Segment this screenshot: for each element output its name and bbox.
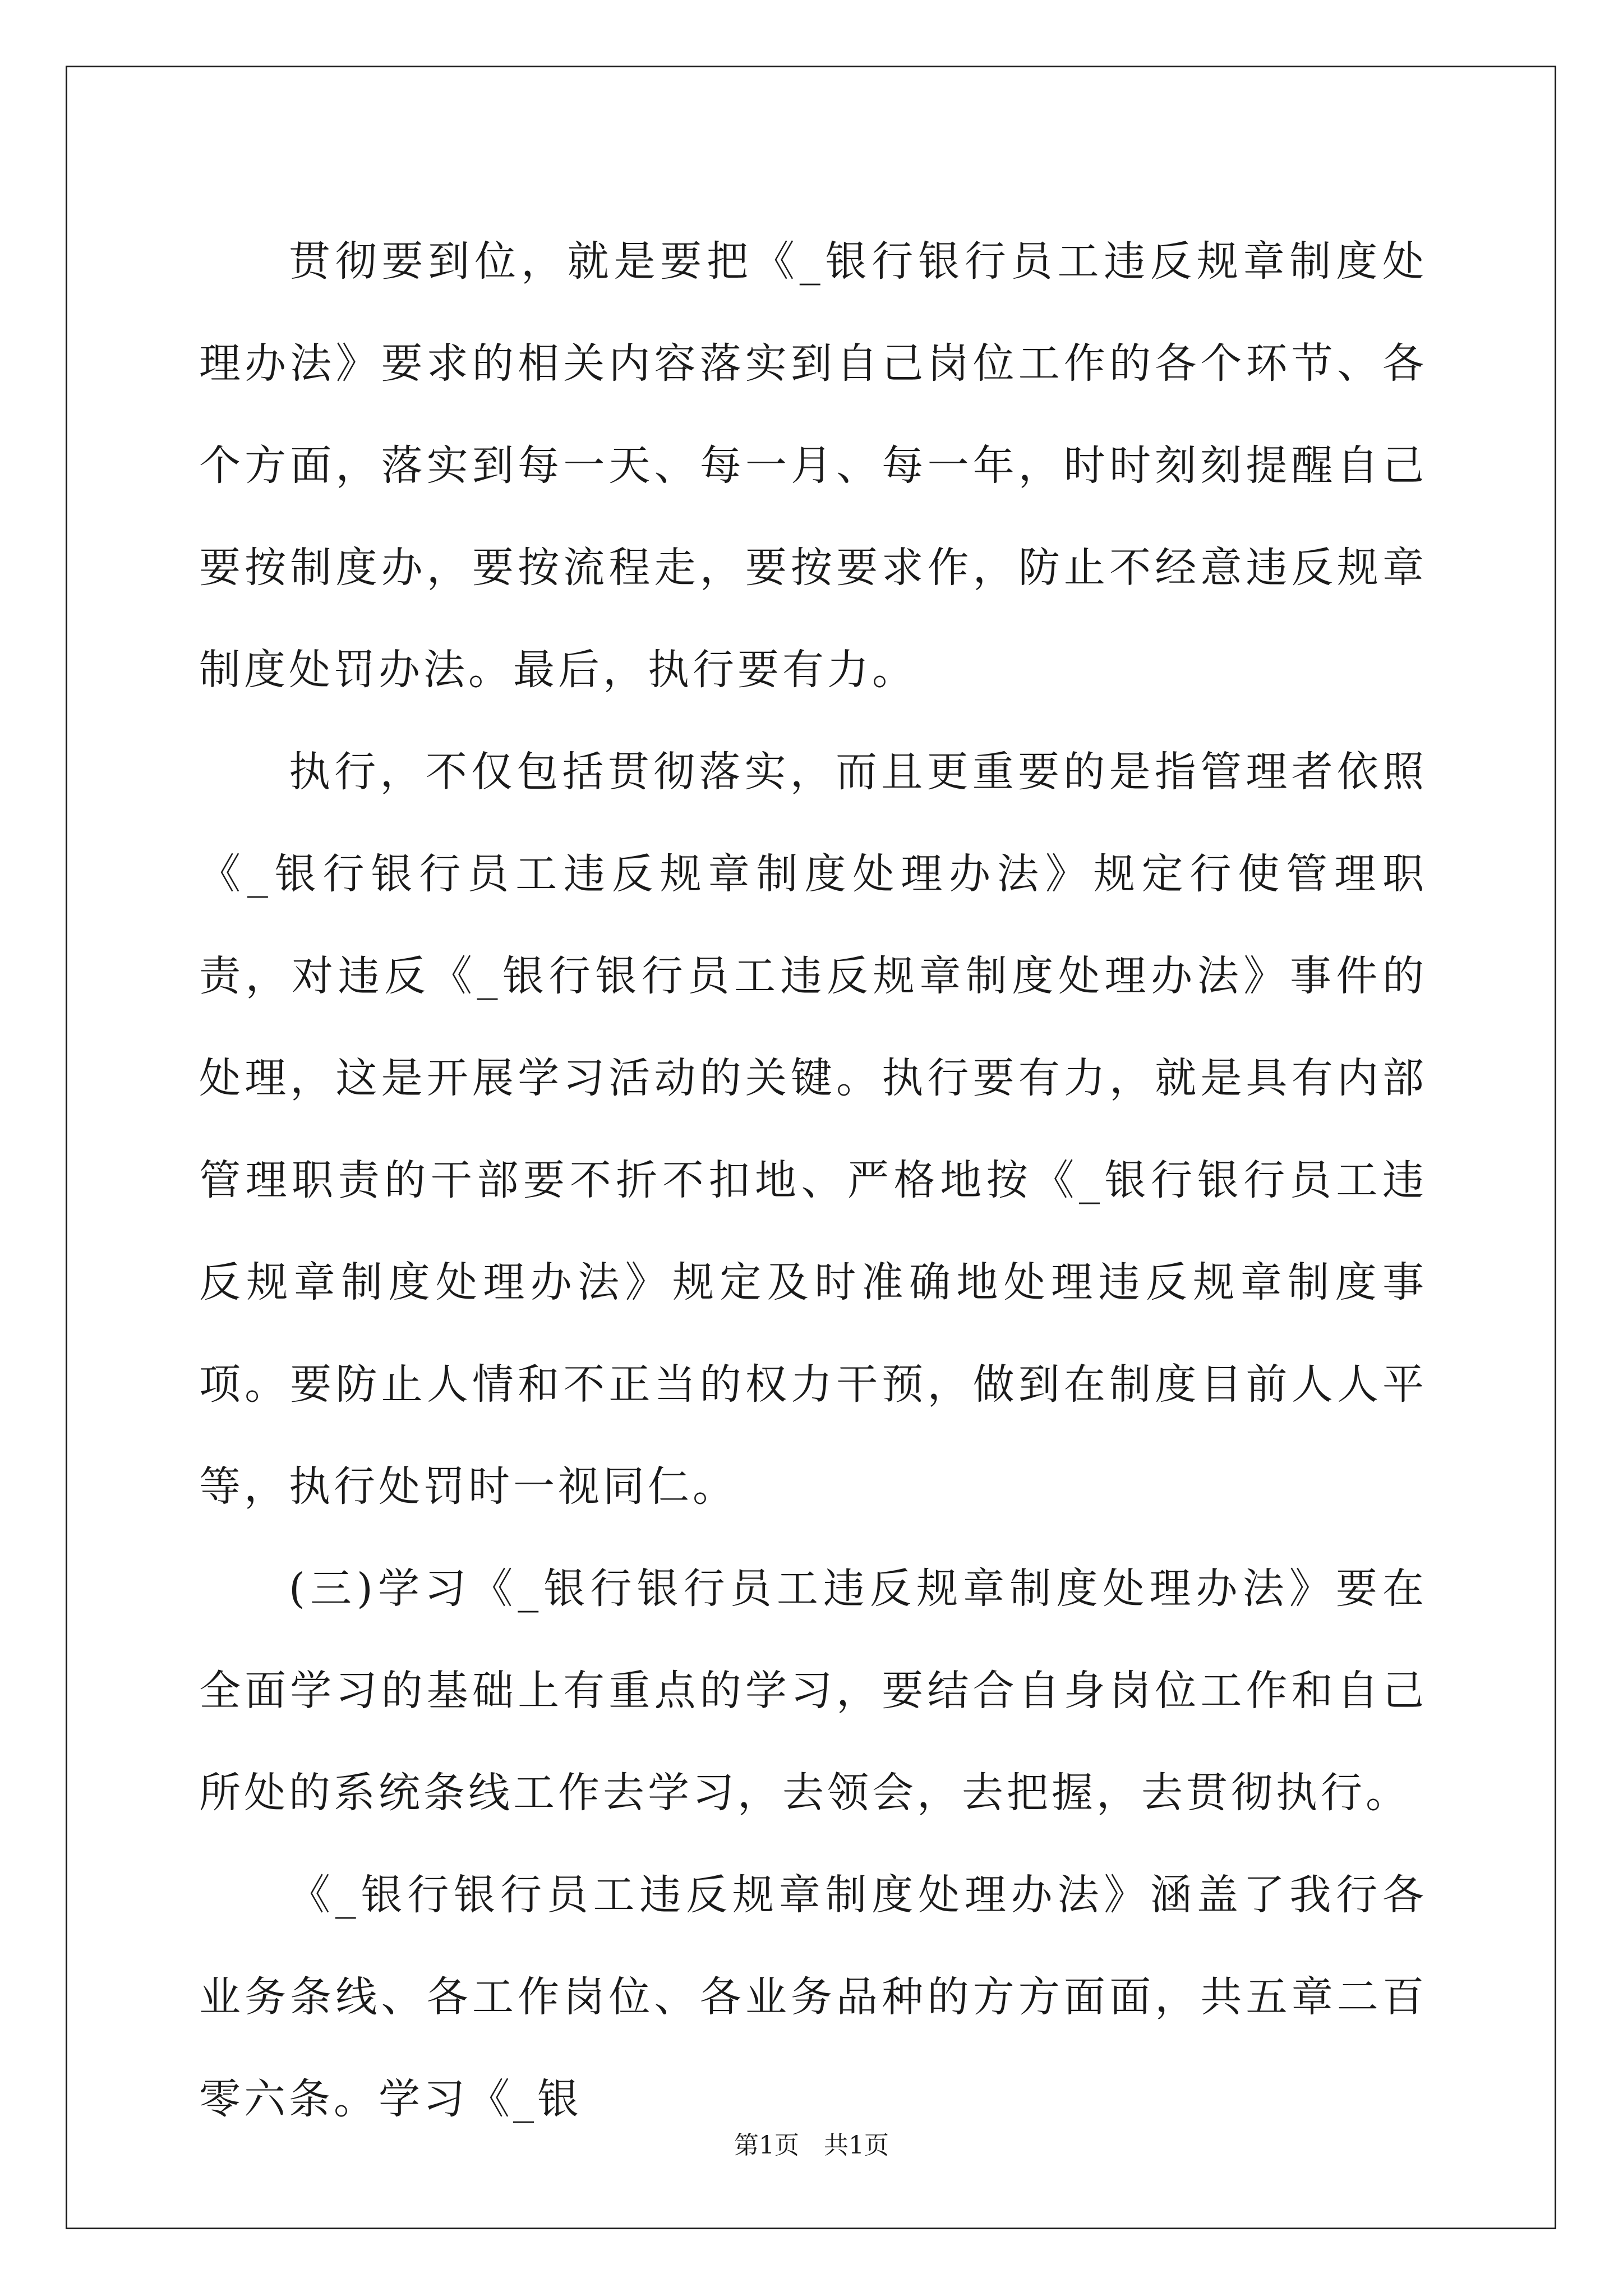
document-body xyxy=(199,210,1427,2150)
paragraph: 执行，不仅包括贯彻落实，而且更重要的是指管理者依照《_银行银行员工违反规章制度处理办法》规定行使管理职责，对违反《_银行银行员工违反规章制度处理办法》事件的处理，这是开展学习活动的关键。执行要有力，就是具有内部管理职责的干部要不折不扣地、严格地按《_银行银行员工违反规章制度处理办法》规定及时准确地处理违反规章制度事项。要防止人情和不正当的权力干预，做到在制度目前人人平等，执行处罚时一视同仁。 xyxy=(199,748,1427,1511)
paragraph: 《_银行银行员工违反规章制度处理办法》涵盖了我行各业务条线、各工作岗位、各业务品种的方方面面，共五章二百零六条。学习《_银 xyxy=(199,1871,1427,2123)
paragraph: (三)学习《_银行银行员工违反规章制度处理办法》要在全面学习的基础上有重点的学习，要结合自身岗位工作和自己所处的系统条线工作去学习，去领会，去把握，去贯彻执行。 xyxy=(199,1565,1427,1817)
page-number-footer: 第1页 共1页 xyxy=(734,2131,889,2160)
paragraph: 贯彻要到位，就是要把《_银行银行员工违反规章制度处理办法》要求的相关内容落实到自己岗位工作的各个环节、各个方面，落实到每一天、每一月、每一年，时时刻刻提醒自己要按制度办，要按流程走，要按要求作，防止不经意违反规章制度处罚办法。最后，执行要有力。 xyxy=(199,237,1427,694)
